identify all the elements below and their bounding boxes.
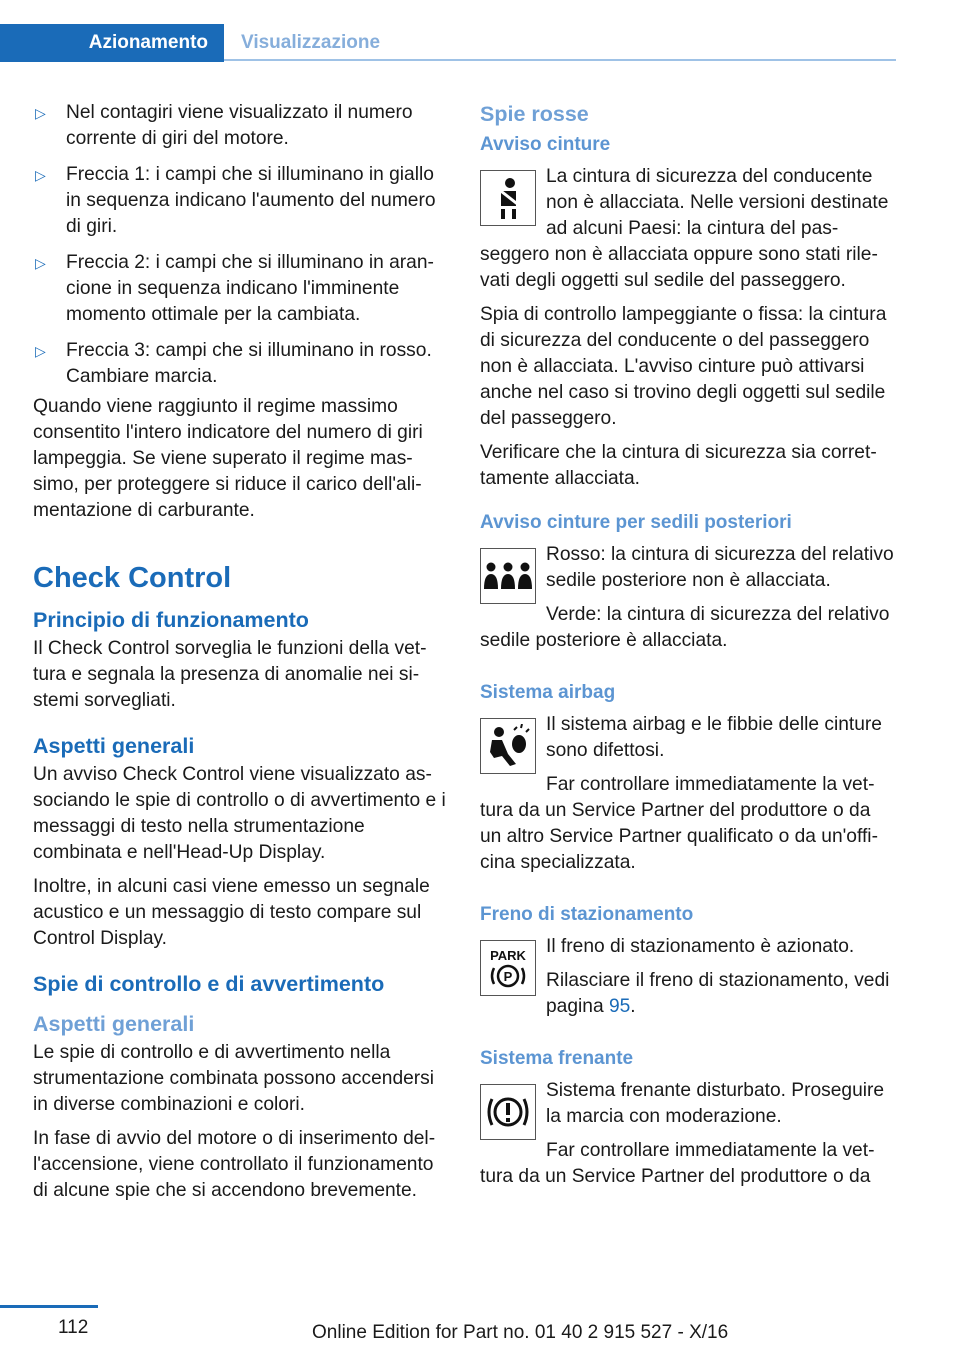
list-item: ▷ Freccia 2: i campi che si illuminano in arancione in sequenza indicano l'imminente momento ottimale per la cambiata. (33, 250, 447, 328)
footer-rule (0, 1305, 98, 1308)
heading-spie-aspetti: Aspetti generali (33, 1012, 195, 1036)
page-header (0, 0, 960, 62)
triangle-bullet-icon: ▷ (35, 105, 46, 121)
triangle-bullet-icon: ▷ (35, 343, 46, 359)
seatbelt-icon (480, 170, 536, 226)
tab-visualizzazione[interactable]: Visualizzazione (241, 32, 381, 53)
paragraph-aspetti-1: Un avviso Check Control viene visualizzato associando le spie di controllo o di avvertimento e i messaggi di testo nella strumentazione combinata e nell'Head-Up Display. (33, 764, 446, 863)
triangle-bullet-icon: ▷ (35, 167, 46, 183)
heading-cinture-posteriori: Avviso cinture per sedili posteriori (480, 512, 792, 533)
heading-sistema-airbag: Sistema airbag (480, 682, 616, 703)
paragraph-cinture-3: Verificare che la cintura di sicurezza sia correttamente allacciata. (480, 442, 877, 489)
paragraph-cinture-2: Spia di controllo lampeggiante o fissa: la cintura di sicurezza del conducente o del passeggero non è allacciata. L'avviso cinture può attivarsi anche nel caso si trovino degli oggetti sul sedile del passeggero. (480, 304, 887, 429)
warning-block-posteriori: Rosso: la cintura di sicurezza del relativo sedile posteriore non è allacciata. Verde: la cintura di sicurezza del relativo sedile posteriore è allacciata. (480, 544, 894, 651)
heading-spie-rosse: Spie rosse (480, 102, 589, 126)
heading-freno-stazionamento: Freno di stazionamento (480, 904, 694, 925)
warning-block-cinture: La cintura di sicurezza del conducente non è allacciata. Nelle versioni destinate ad alcuni Paesi: la cintura del passeggero non è allacciata oppure sono stati rilevati degli oggetti sul sedile del passeggero. (480, 166, 889, 291)
heading-spie: Spie di controllo e di avvertimento (33, 972, 385, 996)
airbag-icon (480, 718, 536, 774)
tab-azionamento[interactable]: Azionamento (0, 24, 224, 62)
warning-block-freno-stazionamento: PARK P Il freno di stazionamento è azionato. Rilasciare il freno di stazionamento, vedi pagina 95. (480, 934, 894, 1028)
heading-principio: Principio di funzionamento (33, 608, 309, 632)
brake-warning-icon (480, 1084, 536, 1140)
paragraph-aspetti-2: Inoltre, in alcuni casi viene emesso un segnale acustico e un messaggio di testo compare sul Control Display. (33, 876, 430, 949)
rear-seats-icon (480, 548, 536, 604)
warning-block-frenante: Sistema frenante disturbato. Proseguire la marcia con moderazione. Far controllare immediatamente la vettura da un Service Partner del produttore o da (480, 1080, 885, 1187)
list-item: ▷ Freccia 1: i campi che si illuminano in giallo in sequenza indicano l'aumento del numero di giri. (33, 162, 447, 240)
paragraph-regime: Quando viene raggiunto il regime massimo consentito l'intero indicatore del numero di giri lampeggia. Se viene superato il regime massimo, per proteggere si riduce il carico dell'alimentazione di carburante. (33, 396, 423, 521)
heading-aspetti-generali: Aspetti generali (33, 734, 195, 758)
paragraph-principio: Il Check Control sorveglia le funzioni della vettura e segnala la presenza di anomalie nei sistemi sorvegliati. (33, 638, 427, 711)
heading-avviso-cinture: Avviso cinture (480, 134, 611, 155)
svg-text:P: P (503, 969, 513, 984)
list-item: ▷ Nel contagiri viene visualizzato il numero corrente di giri del motore. (33, 100, 447, 152)
park-icon-text: PARK (490, 948, 526, 963)
right-column (480, 100, 894, 1198)
left-column (33, 100, 447, 1212)
page-link-95[interactable]: 95 (608, 996, 631, 1017)
header-rule (224, 59, 896, 61)
park-brake-icon (480, 940, 536, 996)
warning-block-airbag: Il sistema airbag e le fibbie delle cinture sono difettosi. Far controllare immediatamente la vettura da un Service Partner del produttore o da un altro Service Partner qualificato o da un'officina specializzata. (480, 714, 882, 873)
triangle-bullet-icon: ▷ (35, 255, 46, 271)
page-number: 112 (58, 1317, 89, 1338)
heading-check-control: Check Control (33, 562, 232, 594)
list-item: ▷ Freccia 3: campi che si illuminano in rosso. Cambiare marcia. (33, 338, 447, 390)
paragraph-spie-1: Le spie di controllo e di avvertimento nella strumentazione combinata possono accendersi in diverse combinazioni e colori. (33, 1042, 435, 1115)
heading-sistema-frenante: Sistema frenante (480, 1048, 634, 1069)
edition-label: Online Edition for Part no. 01 40 2 915 527 - X/16 (312, 1322, 729, 1343)
paragraph-spie-2: In fase di avvio del motore o di inserimento dell'accensione, viene controllato il funzionamento di alcune spie che si accendono brevemente. (33, 1128, 436, 1201)
